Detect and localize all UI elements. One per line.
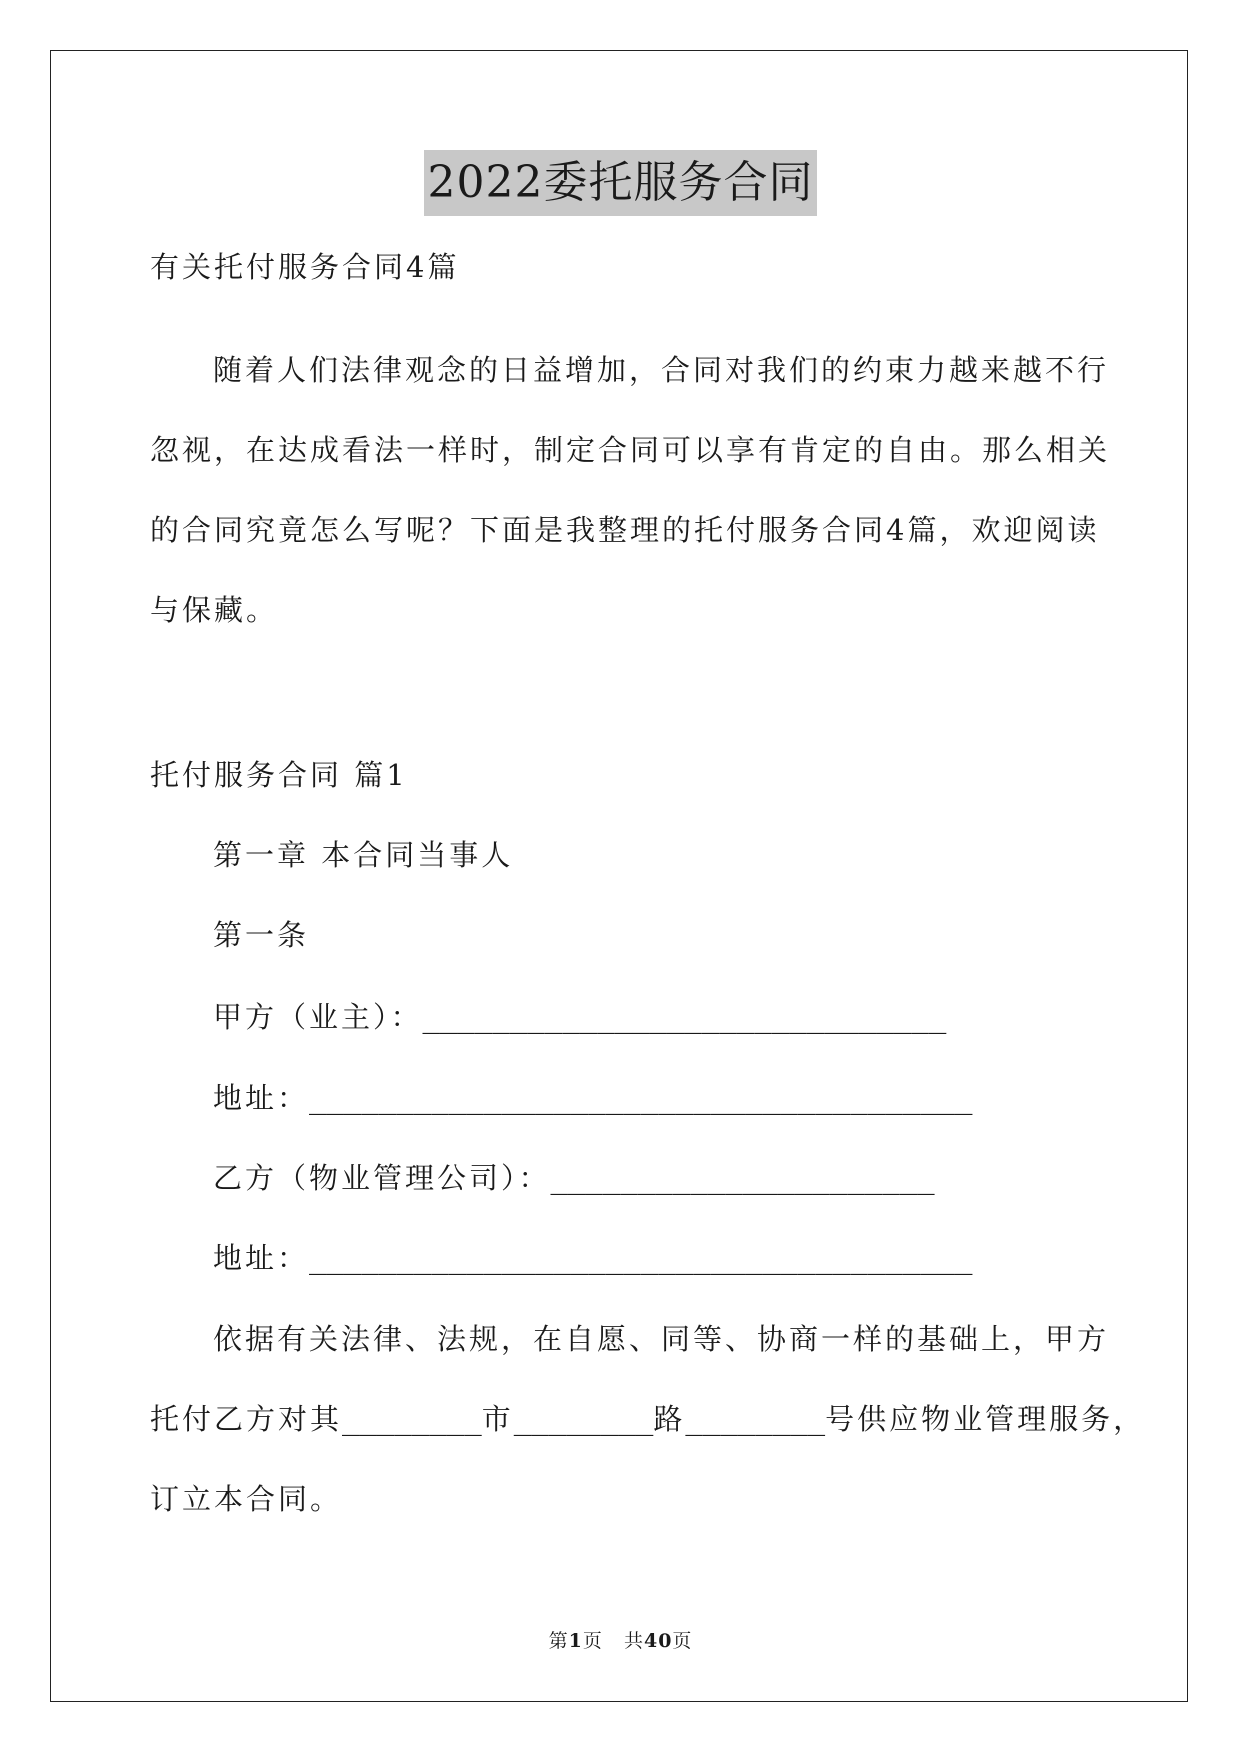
address-a-row (213, 1078, 972, 1118)
address-a-label: 地址： (213, 1081, 310, 1115)
party-b-label: 乙方（物业管理公司）： (213, 1161, 551, 1195)
party-b-blank: ______________________ (550, 1161, 935, 1195)
page-suffix: 页 (582, 1630, 603, 1652)
basis-line-1: 依据有关法律、法规，在自愿、同等、协商一样的基础上，甲方 (213, 1322, 1110, 1356)
intro-line-1: 随着人们法律观念的日益增加，合同对我们的约束力越来越不行 (213, 353, 1110, 387)
subtitle: 有关托付服务合同4篇 (150, 250, 460, 284)
party-a-blank: ______________________________ (422, 1000, 947, 1034)
intro-line-3: 的合同究竟怎么写呢？下面是我整理的托付服务合同4篇，欢迎阅读 (150, 513, 1100, 547)
party-a-row (213, 997, 946, 1037)
article-heading: 第一条 (213, 918, 310, 952)
address-a-blank: ______________________________________ (309, 1081, 973, 1115)
party-a-label: 甲方（业主）： (213, 1000, 423, 1034)
intro-line-4: 与保藏。 (150, 593, 279, 627)
page-footer (0, 1628, 1241, 1654)
page-prefix: 第 (548, 1630, 569, 1652)
party-b-row (213, 1158, 935, 1198)
address-b-label: 地址： (213, 1241, 310, 1275)
number-blank: ________ (685, 1402, 826, 1436)
basis-line-3: 订立本合同。 (150, 1482, 343, 1516)
total-prefix: 共 (623, 1630, 644, 1652)
chapter-heading: 第一章 本合同当事人 (213, 838, 514, 872)
address-b-blank: ______________________________________ (309, 1241, 973, 1275)
page-border (50, 50, 1188, 1702)
total-pages: 40 (643, 1630, 673, 1652)
address-b-row (213, 1238, 972, 1278)
basis-line-2 (150, 1399, 1145, 1439)
document-title: 2022委托服务合同 (424, 150, 818, 216)
total-suffix: 页 (672, 1630, 693, 1652)
city-label: 市 (481, 1402, 514, 1436)
city-blank: ________ (342, 1402, 482, 1436)
road-blank: ________ (513, 1402, 654, 1436)
basis-prefix: 托付乙方对其 (150, 1402, 343, 1436)
intro-line-2: 忽视，在达成看法一样时，制定合同可以享有肯定的自由。那么相关 (150, 433, 1111, 467)
road-label: 路 (653, 1402, 686, 1436)
title-container (0, 150, 1241, 216)
page-number: 1 (568, 1630, 583, 1652)
basis-suffix: 号供应物业管理服务， (825, 1402, 1146, 1436)
section-title: 托付服务合同 篇1 (150, 758, 408, 792)
